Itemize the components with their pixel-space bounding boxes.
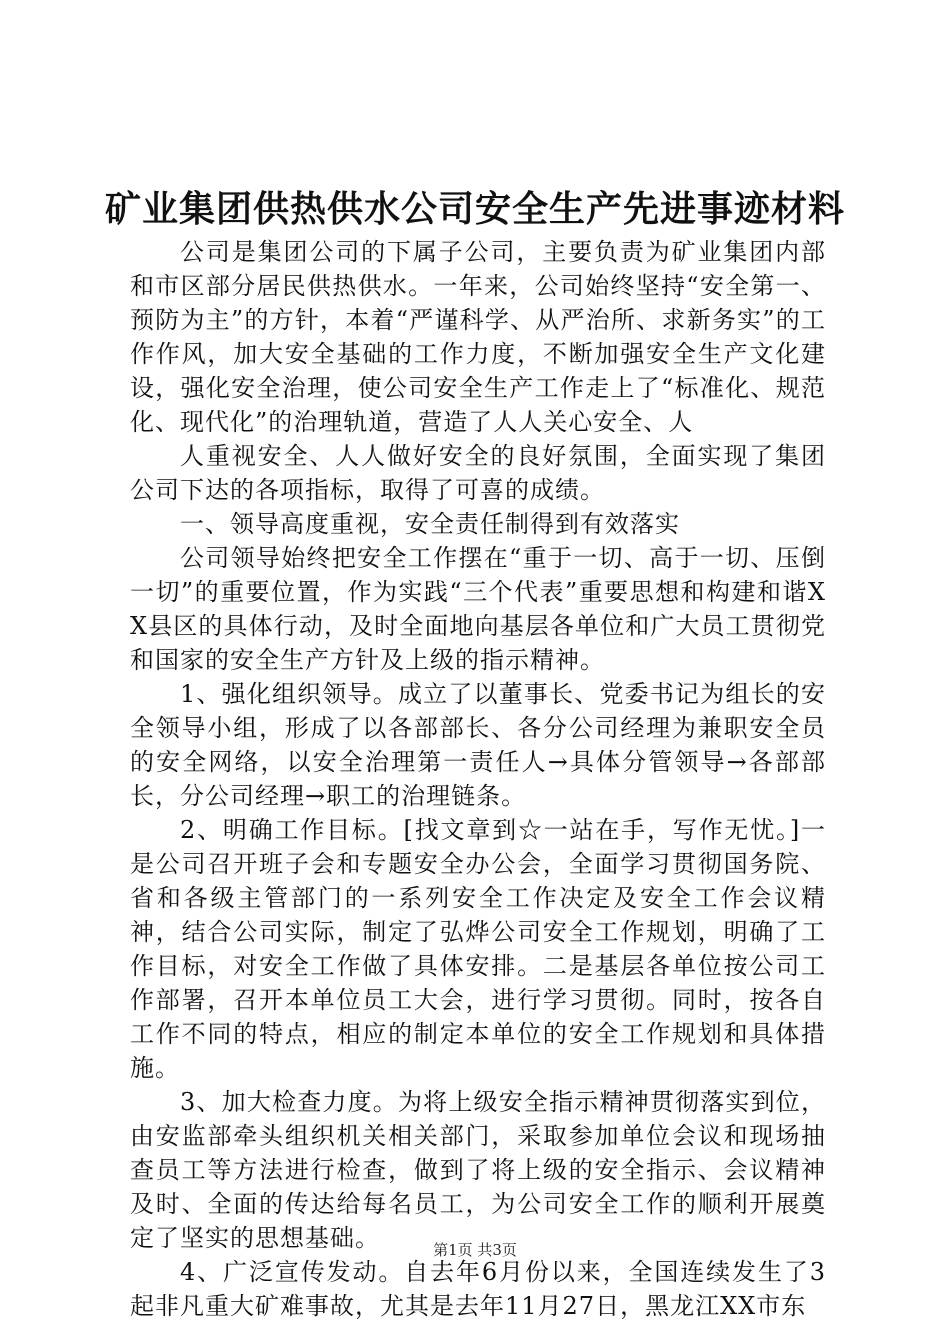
- paragraph-item-2: 2、明确工作目标。[找文章到☆一站在手，写作无忧。]一是公司召开班子会和专题安全办公会，全面学习贯彻国务院、省和各级主管部门的一系列安全工作决定及安全工作会议精神，结合公司实际，制定了弘烨公司安全工作规划，明确了工作目标，对安全工作做了具体安排。二是基层各单位按公司工作部署，召开本单位员工大会，进行学习贯彻。同时，按各自工作不同的特点，相应的制定本单位的安全工作规划和具体措施。: [130, 816, 826, 1082]
- section-heading-leadership: 一、领导高度重视，安全责任制得到有效落实: [180, 510, 680, 538]
- paragraph-item-3: 3、加大检查力度。为将上级安全指示精神贯彻落实到位，由安监部牵头组织机关相关部门，采取参加单位会议和现场抽查员工等方法进行检查，做到了将上级的安全指示、会议精神及时、全面的传达给每名员工，为公司安全工作的顺利开展奠定了坚实的思想基础。: [130, 1088, 826, 1252]
- document-title: 矿业集团供热供水公司安全生产先进事迹材料: [104, 188, 845, 230]
- paragraph-intro: 公司是集团公司的下属子公司，主要负责为矿业集团内部和市区部分居民供热供水。一年来，公司始终坚持“安全第一、预防为主”的方针，本着“严谨科学、从严治所、求新务实”的工作作风，加大安全基础的工作力度，不断加强安全生产文化建设，强化安全治理，使公司安全生产工作走上了“标准化、规范化、现代化”的治理轨道，营造了人人关心安全、人: [130, 238, 826, 436]
- document-body: [130, 235, 826, 1323]
- paragraph-intro-continued: 人重视安全、人人做好安全的良好氛围，全面实现了集团公司下达的各项指标，取得了可喜的成绩。: [130, 442, 826, 504]
- paragraph-item-1: 1、强化组织领导。成立了以董事长、党委书记为组长的安全领导小组，形成了以各部部长、各分公司经理为兼职安全员的安全网络，以安全治理第一责任人→具体分管领导→各部部长，分公司经理→职工的治理链条。: [130, 680, 826, 810]
- paragraph-leadership: 公司领导始终把安全工作摆在“重于一切、高于一切、压倒一切”的重要位置，作为实践“三个代表”重要思想和构建和谐XX县区的具体行动，及时全面地向基层各单位和广大员工贯彻党和国家的安全生产方针及上级的指示精神。: [130, 544, 826, 674]
- paragraph-item-4: 4、广泛宣传发动。自去年6月份以来，全国连续发生了3起非凡重大矿难事故，尤其是去年11月27日，黑龙江XX市东: [130, 1258, 826, 1320]
- page-number-footer: 第1页 共3页: [433, 1241, 517, 1259]
